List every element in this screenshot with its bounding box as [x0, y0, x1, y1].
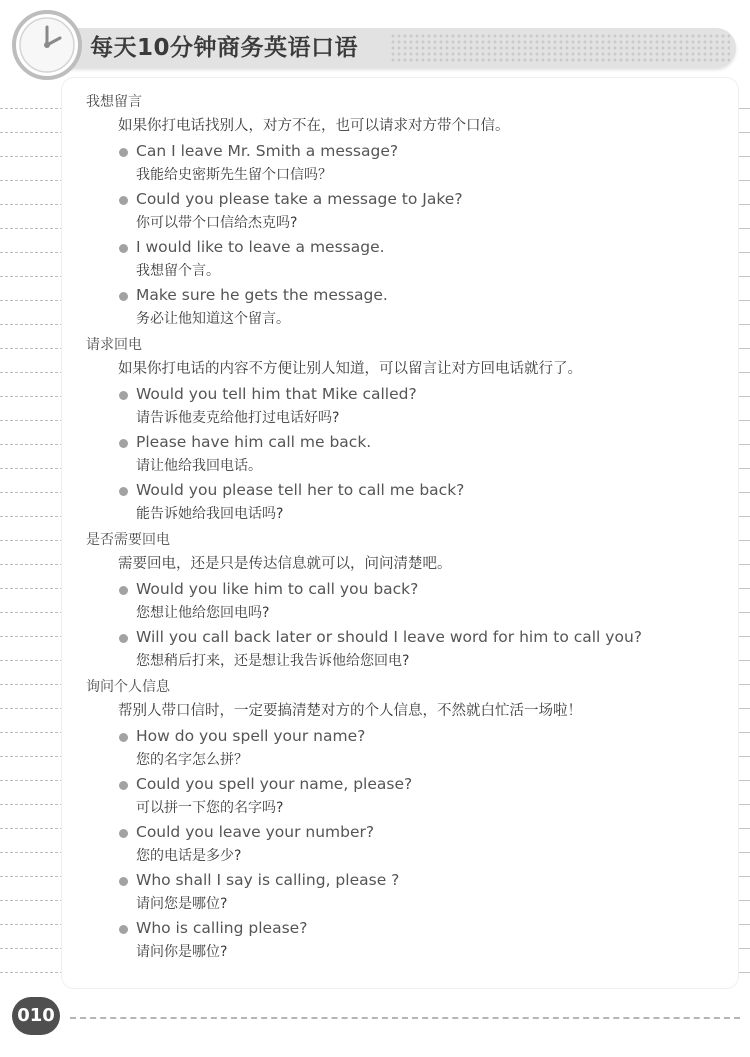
- phrase-zh: 您的电话是多少?: [136, 848, 242, 864]
- phrase-en: Who is calling please?: [136, 919, 308, 937]
- phrase-zh: 请问你是哪位?: [136, 944, 228, 960]
- bullet-icon: [119, 781, 128, 790]
- left-ruled-margin: [0, 85, 62, 990]
- section-intro: 帮别人带口信时，一定要搞清楚对方的个人信息，不然就白忙活一场啦！: [118, 703, 582, 719]
- phrase-en: Could you leave your number?: [136, 823, 375, 841]
- phrase-zh: 你可以带个口信给杰克吗?: [136, 215, 298, 231]
- phrase-item: [86, 478, 726, 526]
- bullet-icon: [119, 586, 128, 595]
- bullet-icon: [119, 925, 128, 934]
- phrase-en: Could you spell your name, please?: [136, 775, 413, 793]
- phrase-zh: 您想让他给您回电吗?: [136, 605, 270, 621]
- phrase-item: [86, 139, 726, 187]
- phrase-en: Who shall I say is calling, please ?: [136, 871, 400, 889]
- section-heading: 请求回电: [86, 337, 142, 353]
- phrase-en: Can I leave Mr. Smith a message?: [136, 142, 399, 160]
- bullet-icon: [119, 733, 128, 742]
- phrase-zh: 我能给史密斯先生留个口信吗？: [136, 167, 332, 183]
- phrase-en: Would you like him to call you back?: [136, 580, 419, 598]
- phrase-item: [86, 187, 726, 235]
- content-body: [86, 88, 726, 964]
- section-personal-info: [86, 675, 726, 964]
- bullet-icon: [119, 196, 128, 205]
- phrase-item: [86, 283, 726, 331]
- phrase-en: Make sure he gets the message.: [136, 286, 388, 304]
- section-intro: 如果你打电话找别人，对方不在，也可以请求对方带个口信。: [118, 118, 510, 134]
- phrase-item: [86, 724, 726, 772]
- page-footer: [0, 988, 750, 1057]
- section-heading: 是否需要回电: [86, 532, 170, 548]
- phrase-zh: 请让他给我回电话。: [136, 458, 262, 474]
- bullet-icon: [119, 634, 128, 643]
- phrase-zh: 我想留个言。: [136, 263, 220, 279]
- right-ruled-margin: [738, 85, 750, 990]
- phrase-zh: 可以拼一下您的名字吗?: [136, 800, 284, 816]
- bullet-icon: [119, 877, 128, 886]
- phrase-en: Would you please tell her to call me back?: [136, 481, 465, 499]
- bullet-icon: [119, 439, 128, 448]
- phrase-item: [86, 430, 726, 478]
- phrase-en: Would you tell him that Mike called?: [136, 385, 417, 403]
- phrase-item: [86, 820, 726, 868]
- bullet-icon: [119, 391, 128, 400]
- phrase-en: I would like to leave a message.: [136, 238, 385, 256]
- phrase-en: Will you call back later or should I leave word for him to call you?: [136, 628, 642, 646]
- phrase-item: [86, 772, 726, 820]
- phrase-zh: 您的名字怎么拼？: [136, 752, 248, 768]
- phrase-zh: 请告诉他麦克给他打过电话好吗?: [136, 410, 340, 426]
- clock-icon: [10, 8, 84, 82]
- phrase-zh: 您想稍后打来，还是想让我告诉他给您回电?: [136, 653, 410, 669]
- section-heading: 询问个人信息: [86, 679, 170, 695]
- bullet-icon: [119, 487, 128, 496]
- section-leave-message: [86, 90, 726, 331]
- section-intro: 需要回电，还是只是传达信息就可以，问问清楚吧。: [118, 556, 452, 572]
- phrase-en: Please have him call me back.: [136, 433, 372, 451]
- bullet-icon: [119, 292, 128, 301]
- section-callback-needed: [86, 528, 726, 673]
- phrase-zh: 请问您是哪位?: [136, 896, 228, 912]
- phrase-item: [86, 235, 726, 283]
- page-title: 每天10分钟商务英语口语: [90, 35, 359, 61]
- page-header: [0, 0, 750, 80]
- phrase-item: [86, 382, 726, 430]
- phrase-zh: 能告诉她给我回电话吗?: [136, 506, 284, 522]
- phrase-item: [86, 868, 726, 916]
- phrase-en: How do you spell your name?: [136, 727, 366, 745]
- footer-dashed-line: [70, 1017, 740, 1019]
- section-intro: 如果你打电话的内容不方便让别人知道，可以留言让对方回电话就行了。: [118, 361, 582, 377]
- phrase-item: [86, 625, 726, 673]
- header-dot-pattern: [390, 33, 730, 63]
- phrase-item: [86, 916, 726, 964]
- bullet-icon: [119, 148, 128, 157]
- section-heading: 我想留言: [86, 94, 142, 110]
- page-number: 010: [12, 997, 60, 1035]
- phrase-zh: 务必让他知道这个留言。: [136, 311, 290, 327]
- bullet-icon: [119, 244, 128, 253]
- phrase-en: Could you please take a message to Jake?: [136, 190, 463, 208]
- section-request-callback: [86, 333, 726, 526]
- bullet-icon: [119, 829, 128, 838]
- phrase-item: [86, 577, 726, 625]
